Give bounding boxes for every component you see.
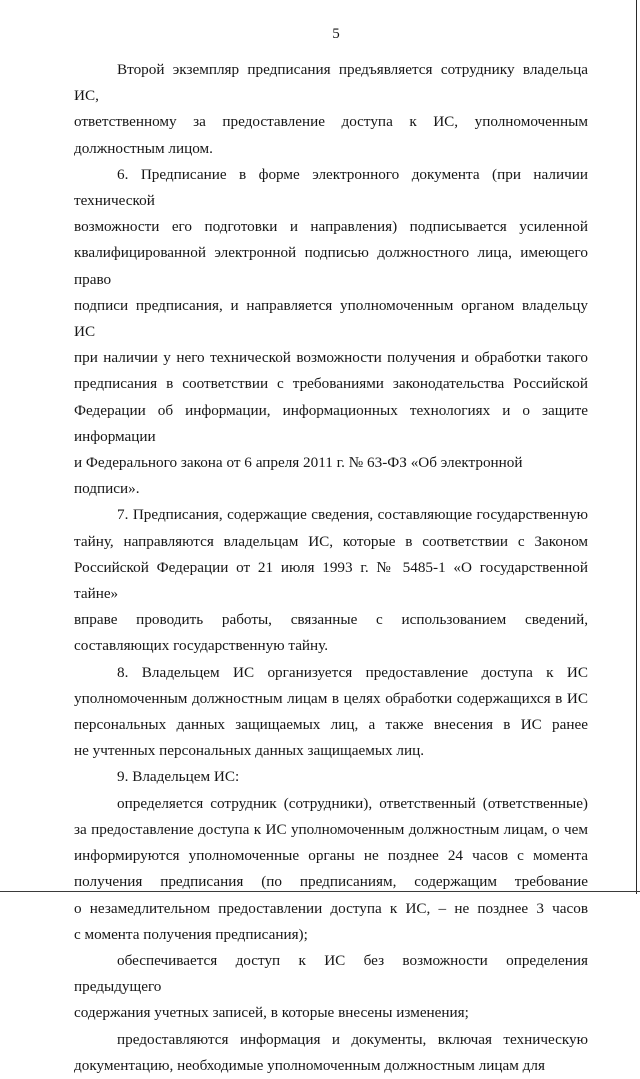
- text-line: при наличии у него технической возможности получения и обработки такого: [74, 349, 588, 367]
- text-line: персональных данных защищаемых лиц, а также внесения в ИС ранее: [74, 716, 588, 734]
- text-line: 7. Предписания, содержащие сведения, составляющие государственную: [117, 506, 588, 524]
- text-line: 6. Предписание в форме электронного документа (при наличии технической: [74, 165, 588, 210]
- page-right-edge: [636, 0, 637, 894]
- text-line: возможности его подготовки и направления) подписывается усиленной: [74, 218, 588, 236]
- paragraph-item-9-employee: [74, 791, 588, 948]
- text-line: тайну, направляются владельцам ИС, которые в соответствии с Законом: [74, 532, 588, 550]
- text-line: документацию, необходимые уполномоченным должностным лицам для: [74, 1056, 545, 1074]
- text-line: о незамедлительном предоставлении доступа к ИС, – не позднее 3 часов: [74, 899, 588, 917]
- text-line: Российской Федерации от 21 июля 1993 г. № 5485-1 «О государственной тайне»: [74, 558, 588, 603]
- text-line: предписания в соответствии с требованиями законодательства Российской: [74, 375, 588, 393]
- text-line: Второй экземпляр предписания предъявляется сотруднику владельца ИС,: [74, 61, 588, 105]
- text-line: вправе проводить работы, связанные с использованием сведений,: [74, 611, 588, 629]
- document-body: [74, 57, 588, 1079]
- paragraph-item-6: [74, 162, 588, 503]
- text-line: составляющих государственную тайну.: [74, 637, 329, 655]
- text-line: Федерации об информации, информационных технологиях и о защите информации: [74, 401, 588, 445]
- text-line: ответственному за предоставление доступа к ИС, уполномоченным: [74, 113, 588, 131]
- text-line: и Федерального закона от 6 апреля 2011 г. № 63-ФЗ «Об электронной подписи».: [74, 454, 523, 498]
- paragraph-item-9-access: [74, 948, 588, 1027]
- text-line: за предоставление доступа к ИС уполномоченным должностным лицам, о чем: [74, 820, 588, 838]
- text-line: содержания учетных записей, в которые внесены изменения;: [74, 1004, 469, 1022]
- text-line: 9. Владельцем ИС:: [117, 768, 240, 786]
- text-line: определяется сотрудник (сотрудники), ответственный (ответственные): [117, 794, 588, 812]
- paragraph-item-9: [74, 764, 588, 790]
- text-line: квалифицированной электронной подписью должностного лица, имеющего право: [74, 244, 588, 288]
- text-line: предоставляются информация и документы, включая техническую: [117, 1030, 588, 1048]
- paragraph-item-7: [74, 502, 588, 659]
- text-line: должностным лицом.: [74, 139, 213, 157]
- paragraph-item-8: [74, 660, 588, 765]
- text-line: не учтенных персональных данных защищаемых лиц.: [74, 742, 425, 760]
- paragraph-second-copy: [74, 57, 588, 162]
- text-line: информируются уполномоченные органы не позднее 24 часов с момента: [74, 847, 588, 865]
- page-number: 5: [332, 26, 340, 42]
- text-line: 8. Владельцем ИС организуется предоставление доступа к ИС: [117, 663, 588, 681]
- text-line: получения предписания (по предписаниям, содержащим требование: [74, 873, 588, 891]
- text-line: уполномоченным должностным лицам в целях обработки содержащихся в ИС: [74, 689, 588, 707]
- text-line: обеспечивается доступ к ИС без возможности определения предыдущего: [74, 951, 588, 996]
- paragraph-item-9-documents: [74, 1027, 588, 1079]
- text-line: подписи предписания, и направляется уполномоченным органом владельцу ИС: [74, 296, 588, 341]
- text-line: с момента получения предписания);: [74, 925, 308, 943]
